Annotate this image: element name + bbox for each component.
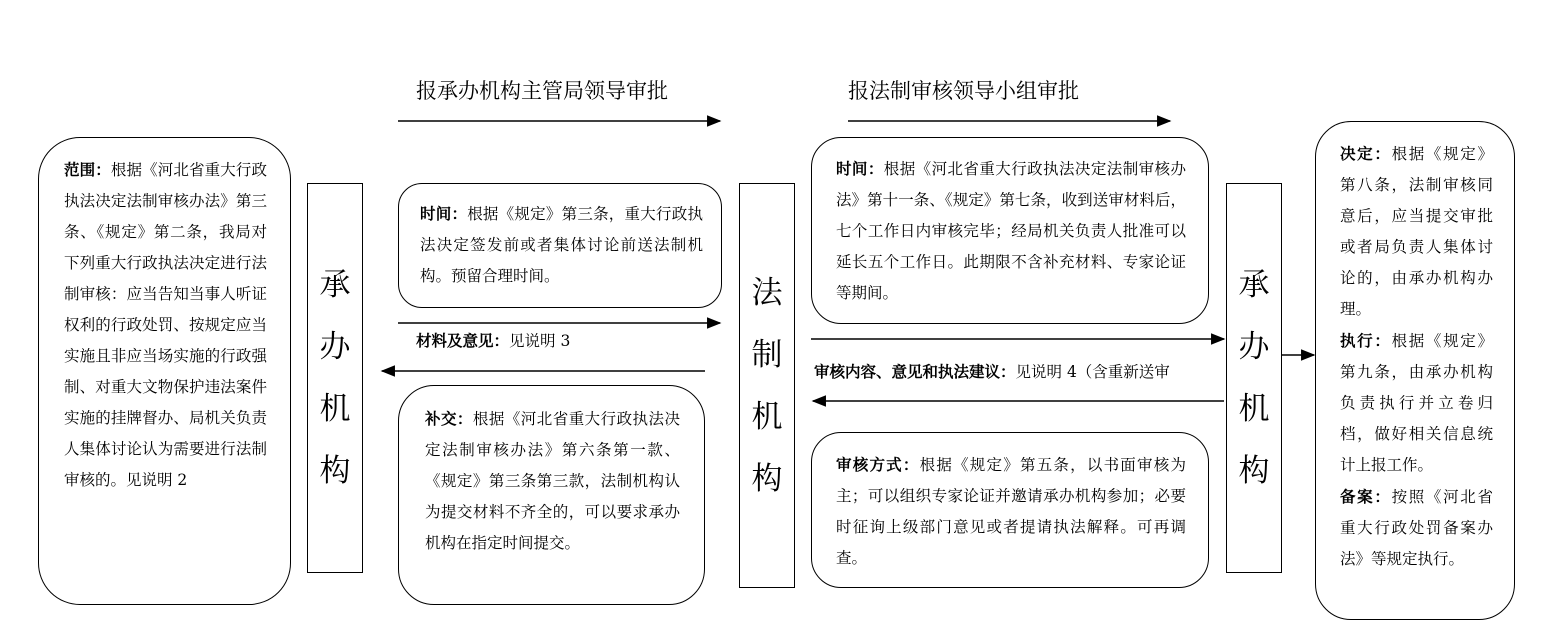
time-title-1: 时间：: [420, 204, 468, 223]
right-column-char-2: 办: [1238, 329, 1270, 365]
method-body: 根据《规定》第五条，以书面审核为主；可以组织专家论证并邀请承办机构参加；必要时征询上级部门意见或者提请执法解释。可再调查。: [836, 456, 1186, 567]
left-column-char-4: 构: [319, 453, 351, 489]
right-column-undertaking-agency: [1226, 183, 1282, 573]
left-column-undertaking-agency: [307, 183, 363, 573]
left-column-char-1: 承: [319, 267, 351, 303]
top-label-left: 报承办机构主管局领导审批: [416, 79, 668, 103]
time-body-2: 根据《河北省重大行政执法决定法制审核办法》第十一条、《规定》第七条，收到送审材料后，七个工作日内审核完毕；经局机关负责人批准可以延长五个工作日。此期限不含补充材料、专家论证等期间。: [836, 160, 1186, 302]
time-text-2: [836, 153, 1186, 309]
top-label-right: 报法制审核领导小组审批: [848, 79, 1079, 103]
method-text: [836, 449, 1186, 574]
decision-text: [1340, 138, 1493, 575]
right-column-char-1: 承: [1238, 267, 1270, 303]
execute-section: [1340, 325, 1493, 481]
middle-column-char-4: 构: [751, 460, 783, 497]
supplement-title: 补交：: [425, 409, 473, 428]
decision-body: 根据《规定》第八条，法制审核同意后，应当提交审批或者局负责人集体讨论的，由承办机构办理。: [1340, 145, 1493, 318]
decision-title: 决定：: [1340, 144, 1392, 163]
time-body-1: 根据《规定》第三条，重大行政执法决定签发前或者集体讨论前送法制机构。预留合理时间。: [420, 205, 703, 285]
middle-column-legal-agency: [739, 183, 795, 588]
method-title: 审核方式：: [836, 455, 920, 474]
left-column-char-2: 办: [319, 329, 351, 365]
middle-column-char-1: 法: [751, 274, 783, 311]
record-body: 按照《河北省重大行政处罚备案办法》等规定执行。: [1340, 488, 1493, 568]
review-body: 见说明 4（含重新送审: [1015, 363, 1170, 381]
decision-section: [1340, 138, 1493, 325]
right-column-char-4: 构: [1238, 453, 1270, 489]
execute-body: 根据《规定》第九条，由承办机构负责执行并立卷归档，做好相关信息统计上报工作。: [1340, 332, 1493, 474]
scope-title: 范围：: [64, 160, 111, 179]
record-section: [1340, 481, 1493, 575]
materials-title: 材料及意见：: [416, 331, 510, 350]
supplement-text: [425, 403, 680, 559]
middle-column-char-2: 制: [751, 336, 783, 373]
record-title: 备案：: [1340, 487, 1392, 506]
time-title-2: 时间：: [836, 159, 884, 178]
scope-text: [64, 154, 267, 496]
review-label: [814, 360, 1224, 382]
right-column-char-3: 机: [1238, 391, 1270, 427]
review-title: 审核内容、意见和执法建议：: [814, 362, 1016, 381]
scope-body: 根据《河北省重大行政执法决定法制审核办法》第三条、《规定》第二条，我局对下列重大行政执法决定进行法制审核：应当告知当事人听证权利的行政处罚、按规定应当实施且非应当场实施的行政强制、对重大文物保护违法案件实施的挂牌督办、局机关负责人集体讨论认为需要进行法制审核的。见说明 2: [64, 161, 267, 489]
supplement-body: 根据《河北省重大行政执法决定法制审核办法》第六条第一款、《规定》第三条第三款，法制机构认为提交材料不齐全的，可以要求承办机构在指定时间提交。: [425, 410, 680, 552]
execute-title: 执行：: [1340, 331, 1392, 350]
time-text-1: [420, 198, 703, 292]
middle-column-char-3: 机: [751, 398, 783, 435]
materials-label: [416, 329, 570, 351]
left-column-char-3: 机: [319, 391, 351, 427]
materials-body: 见说明 3: [509, 332, 571, 350]
